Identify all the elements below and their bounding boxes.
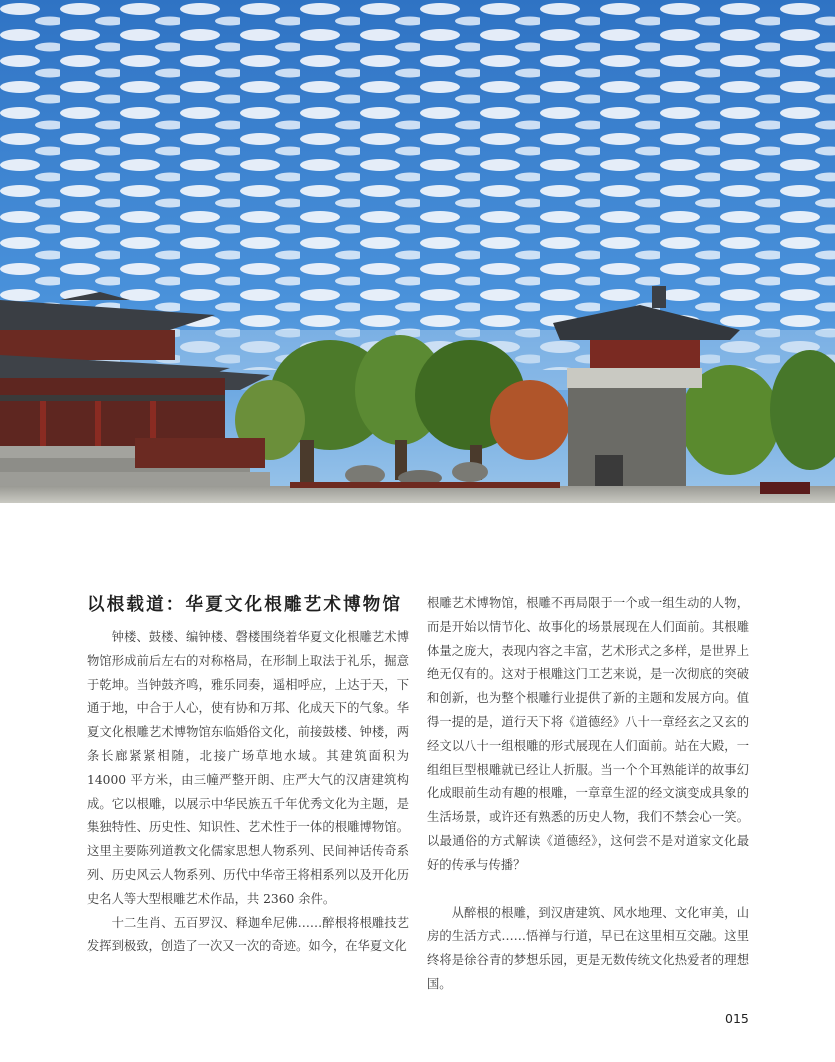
article-paragraph-2-start: 十二生肖、五百罗汉、释迦牟尼佛……醉根将根雕技艺发挥到极致，创造了一次又一次的奇迹。如今，在华夏文化 — [87, 915, 409, 954]
museum-photo — [0, 0, 835, 503]
article-paragraph-2-continued: 根雕艺术博物馆，根雕不再局限于一个或一组生动的人物，而是开始以情节化、故事化的场景展现在人们面前。其根雕体量之庞大，表现内容之丰富，艺术形式之多样，是世界上绝无仅有的。这对于根雕这门工艺来说，是一次彻底的突破和创新，也为整个根雕行业提供了新的主题和发展方向。值得一提的是，道行天下将《道德经》八十一章经玄之又玄的经文以八十一组根雕的形式展现在人们面前。站在大殿，一组组巨型根雕就已经让人折服。当一个个耳熟能详的故事幻化成眼前生动有趣的根雕，一章章生涩的经文演变成具象的生活场景，或许还有熟悉的历史人物，我们不禁会心一笑。以最通俗的方式解读《道德经》，这何尝不是对道家文化最好的传承与传播？ — [427, 596, 749, 872]
article-paragraph-1: 钟楼、鼓楼、编钟楼、磬楼围绕着华夏文化根雕艺术博物馆形成前后左右的对称格局，在形制上取法于礼乐，掘意于乾坤。当钟鼓齐鸣，雅乐同奏，遥相呼应，上达于天，下通于地，中合于人心，使有协和万邦、化成天下的气象。华夏文化根雕艺术博物馆东临婚俗文化，前接鼓楼、钟楼，两条长廊紧紧相随，北接广场草地水域。其建筑面积为 14000 平方米，由三幢严整开朗、庄严大气的汉唐建筑构成。它以根雕，以展示中华民族五千年优秀文化为主题，是集独特性、历史性、知识性、艺术性于一体的根雕博物馆。这里主要陈列道教文化儒家思想人物系列、民间神话传奇系列、历史风云人物系列、历代中华帝王将相系列以及开化历史名人等大型根雕艺术作品，共 2360 余件。 — [87, 630, 409, 906]
paragraph-gap — [427, 878, 749, 902]
article-title: 以根载道：华夏文化根雕艺术博物馆 — [87, 595, 403, 615]
page-number: 015 — [725, 1011, 749, 1026]
plaza — [0, 486, 835, 503]
article-column-right — [427, 592, 749, 997]
article-column-left — [87, 592, 409, 959]
article-paragraph-3: 从醉根的根雕，到汉唐建筑、风水地理、文化审美，山房的生活方式……悟禅与行道，早已在这里相互交融。这里终将是徐谷青的梦想乐园，更是无数传统文化热爱者的理想国。 — [427, 905, 749, 991]
